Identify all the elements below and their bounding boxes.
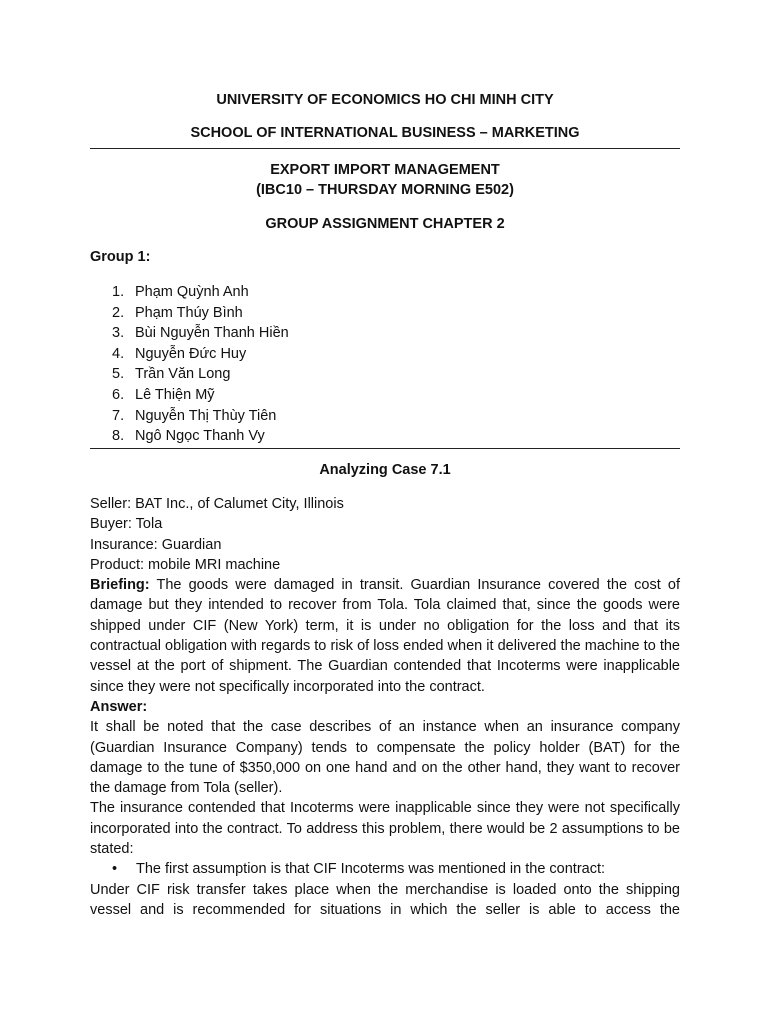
members-divider <box>90 448 680 449</box>
member-item <box>112 364 289 385</box>
bullet-icon: • <box>112 861 118 878</box>
product-line: Product: mobile MRI machine <box>90 556 281 573</box>
answer-paragraph-3: Under CIF risk transfer takes place when the merchandise is loaded onto the shipping vessel and is recommended for situations in which the seller is able to access the <box>90 881 680 918</box>
course-title: EXPORT IMPORT MANAGEMENT <box>270 162 500 178</box>
member-list <box>112 282 289 447</box>
assignment-title: GROUP ASSIGNMENT CHAPTER 2 <box>265 216 505 232</box>
header-divider <box>90 148 680 149</box>
member-number: 1. <box>112 284 125 300</box>
bullet-text: The first assumption is that CIF Incoterms was mentioned in the contract: <box>136 861 606 878</box>
briefing-text: The goods were damaged in transit. Guardian Insurance covered the cost of damage but they intended to recover from Tola. Tola claimed that, since the goods were shipped under CIF (New York) term, it is under no obligation for the loss and that its contractual obligation with regards to risk of loss ended when it delivered the machine to the vessel at the port of shipment. The Guardian contended that Incoterms were inapplicable since they were not specifically incorporated into the contract. <box>90 577 680 695</box>
member-number: 8. <box>112 428 125 445</box>
member-item <box>112 385 289 406</box>
member-name: Nguyễn Thị Thùy Tiên <box>135 407 277 424</box>
case-body <box>90 494 680 920</box>
answer-label: Answer: <box>90 698 148 715</box>
member-name: Phạm Thúy Bình <box>135 304 243 321</box>
insurance-line: Insurance: Guardian <box>90 536 222 553</box>
answer-paragraph-1: It shall be noted that the case describes of an instance when an insurance company (Guardian Insurance Company) tends to compensate the policy holder (BAT) for the damage to the tune of $350,000 on one hand and on the other hand, they want to recover the damage from Tola (seller). <box>90 719 680 797</box>
member-item <box>112 303 289 324</box>
member-number: 3. <box>112 325 125 342</box>
member-number: 4. <box>112 345 125 362</box>
group-label: Group 1: <box>90 249 151 265</box>
member-name: Bùi Nguyễn Thanh Hiền <box>135 325 289 342</box>
member-number: 2. <box>112 304 125 321</box>
seller-line: Seller: BAT Inc., of Calumet City, Illinois <box>90 496 344 512</box>
member-name: Phạm Quỳnh Anh <box>135 284 249 300</box>
briefing-label: Briefing: <box>90 577 150 594</box>
answer-paragraph-2: The insurance contended that Incoterms were inapplicable since they were not specifically incorporated into the contract. To address this problem, there would be 2 assumptions to be stated: <box>90 800 680 858</box>
school-heading: SCHOOL OF INTERNATIONAL BUSINESS – MARKETING <box>190 125 580 141</box>
university-heading: UNIVERSITY OF ECONOMICS HO CHI MINH CITY <box>216 92 554 108</box>
member-number: 7. <box>112 407 125 424</box>
member-item <box>112 426 289 447</box>
member-name: Nguyễn Đức Huy <box>135 345 247 362</box>
member-item <box>112 344 289 365</box>
member-name: Lê Thiện Mỹ <box>135 386 215 403</box>
briefing-paragraph <box>90 575 680 697</box>
member-item <box>112 406 289 427</box>
member-item <box>112 282 289 303</box>
member-number: 5. <box>112 366 125 383</box>
case-title: Analyzing Case 7.1 <box>319 462 451 478</box>
class-info: (IBC10 – THURSDAY MORNING E502) <box>256 182 514 198</box>
member-item <box>112 323 289 344</box>
buyer-line: Buyer: Tola <box>90 516 163 533</box>
member-name: Trần Văn Long <box>135 366 231 383</box>
member-name: Ngô Ngọc Thanh Vy <box>135 428 265 445</box>
member-number: 6. <box>112 386 125 403</box>
bullet-item <box>90 859 680 879</box>
